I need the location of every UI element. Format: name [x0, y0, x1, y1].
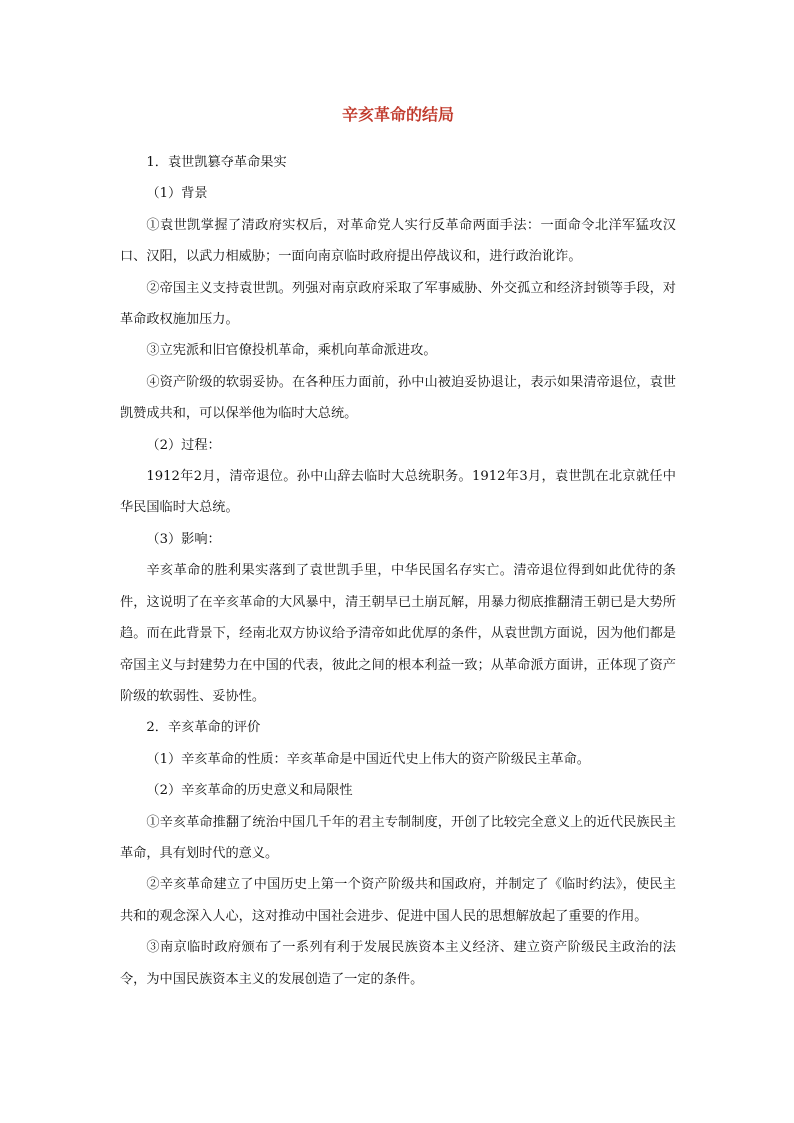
paragraph: 1912年2月，清帝退位。孙中山辞去临时大总统职务。1912年3月，袁世凯在北京就任中华民国临时大总统。	[120, 469, 676, 516]
subsection-heading: （2）辛亥革命的历史意义和局限性	[146, 783, 353, 799]
subsection-heading: （2）过程：	[146, 437, 221, 453]
subsection-heading: （1）背景	[146, 186, 208, 202]
subsection-heading: （3）影响：	[146, 531, 221, 547]
paragraph: ③南京临时政府颁布了一系列有利于发展民族资本主义经济、建立资产阶级民主政治的法令，为中国民族资本主义的发展创造了一定的条件。	[120, 940, 676, 987]
document-page	[120, 104, 676, 995]
paragraph: ①辛亥革命推翻了统治中国几千年的君主专制制度，开创了比较完全意义上的近代民族民主革命，具有划时代的意义。	[120, 814, 676, 861]
paragraph: ②辛亥革命建立了中国历史上第一个资产阶级共和国政府，并制定了《临时约法》，使民主共和的观念深入人心，这对推动中国社会进步、促进中国人民的思想解放起了重要的作用。	[120, 877, 676, 924]
document-title: 辛亥革命的结局	[341, 105, 454, 124]
paragraph: ①袁世凯掌握了清政府实权后，对革命党人实行反革命两面手法：一面命令北洋军猛攻汉口、汉阳，以武力相威胁；一面向南京临时政府提出停战议和，进行政治讹诈。	[120, 217, 676, 265]
paragraph: （1）辛亥革命的性质：辛亥革命是中国近代史上伟大的资产阶级民主革命。	[146, 751, 590, 767]
section-heading: 2．辛亥革命的评价	[146, 720, 261, 736]
paragraph: ③立宪派和旧官僚投机革命，乘机向革命派进攻。	[146, 343, 437, 359]
paragraph: ④资产阶级的软弱妥协。在各种压力面前，孙中山被迫妥协退让，表示如果清帝退位，袁世凯赞成共和，可以保举他为临时大总统。	[120, 374, 676, 422]
paragraph: 辛亥革命的胜利果实落到了袁世凯手里，中华民国名存实亡。清帝退位得到如此优待的条件，这说明了在辛亥革命的大风暴中，清王朝早已土崩瓦解，用暴力彻底推翻清王朝已是大势所趋。而在此背景下，经南北双方协议给予清帝如此优厚的条件，从袁世凯方面说，因为他们都是帝国主义与封建势力在中国的代表，彼此之间的根本利益一致；从革命派方面讲，正体现了资产阶级的软弱性、妥协性。	[120, 563, 676, 704]
paragraph: ②帝国主义支持袁世凯。列强对南京政府采取了军事威胁、外交孤立和经济封锁等手段，对革命政权施加压力。	[120, 280, 676, 328]
section-heading: 1．袁世凯篡夺革命果实	[146, 155, 287, 170]
